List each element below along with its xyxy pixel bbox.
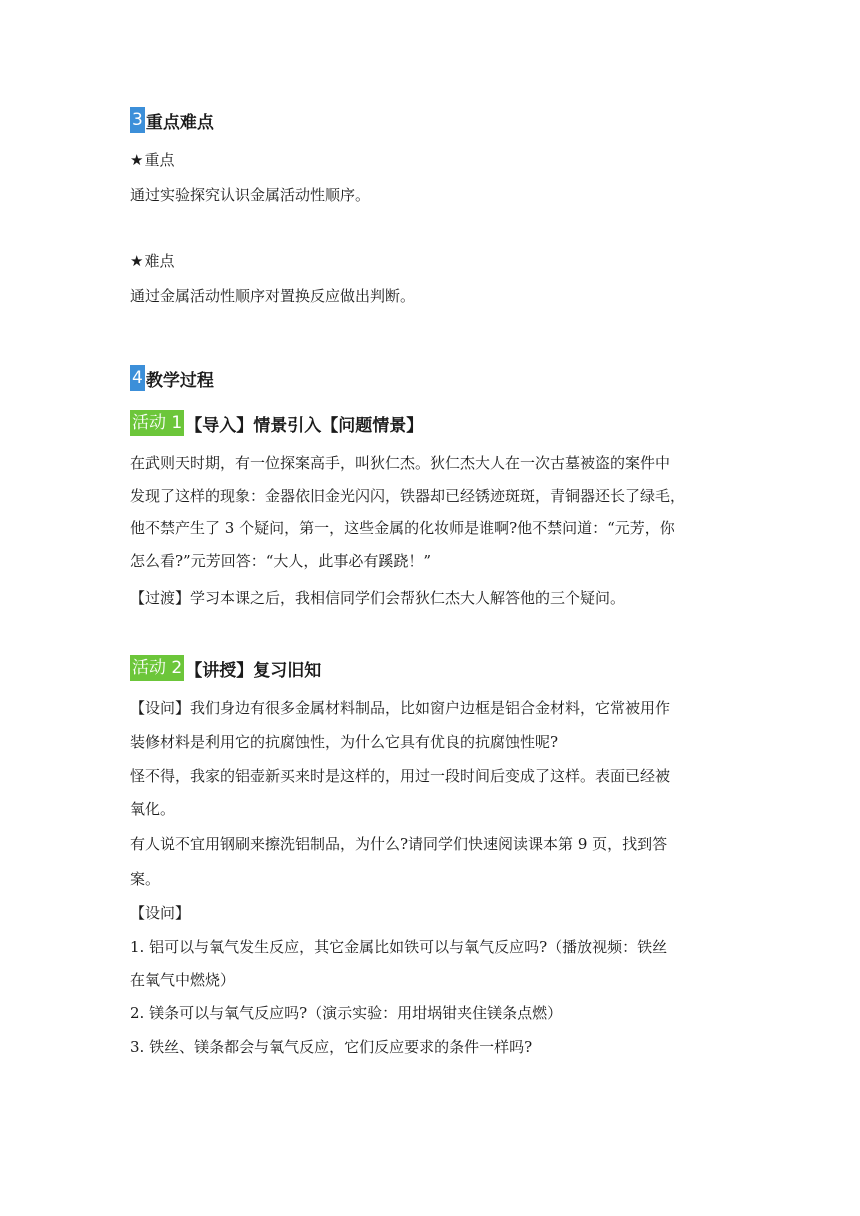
difficulty-text: 通过金属活动性顺序对置换反应做出判断。 <box>130 287 416 305</box>
activity-1-line: 发现了这样的现象：金器依旧金光闪闪，铁器却已经锈迹斑斑，青铜器还长了绿毛， <box>130 487 686 505</box>
activity-2-badge: 活动 2 <box>130 655 184 681</box>
activity-2-line: 案。 <box>130 870 161 888</box>
key-point-label-line <box>130 150 174 170</box>
activity-2-line: 1. 铝可以与氧气发生反应，其它金属比如铁可以与氧气反应吗?（播放视频：铁丝 <box>130 938 668 956</box>
activity-1-transition: 【过渡】学习本课之后，我相信同学们会帮狄仁杰大人解答他的三个疑问。 <box>130 589 626 607</box>
activity-2-line: 2. 镁条可以与氧气反应吗?（演示实验：用坩埚钳夹住镁条点燃） <box>130 1004 563 1022</box>
key-point-text: 通过实验探究认识金属活动性顺序。 <box>130 186 371 204</box>
section-3-number: 3 <box>130 107 145 133</box>
difficulty-label: 难点 <box>144 252 175 270</box>
activity-2-line: 在氧气中燃烧） <box>130 971 236 989</box>
activity-2-line: 有人说不宜用钢刷来擦洗铝制品，为什么?请同学们快速阅读课本第 9 页，找到答 <box>130 835 668 853</box>
difficulty-label-line <box>130 251 174 271</box>
section-4-heading <box>130 364 214 392</box>
section-3-heading <box>130 106 214 134</box>
star-icon: ★ <box>130 151 144 169</box>
activity-2-line: 3. 铁丝、镁条都会与氧气反应，它们反应要求的条件一样吗? <box>130 1038 533 1056</box>
activity-2-line: 【设问】 <box>130 904 191 922</box>
activity-2-heading <box>130 654 321 682</box>
activity-1-line: 他不禁产生了 3 个疑问，第一，这些金属的化妆师是谁啊?他不禁问道：“元芳，你 <box>130 519 675 537</box>
section-4-number: 4 <box>130 365 145 391</box>
activity-1-line: 怎么看?”元芳回答：“大人，此事必有蹊跷！” <box>130 552 432 570</box>
activity-1-heading <box>130 409 423 437</box>
activity-1-badge: 活动 1 <box>130 410 184 436</box>
activity-1-title: 【导入】情景引入【问题情景】 <box>185 415 424 436</box>
activity-1-line: 在武则天时期，有一位探案高手，叫狄仁杰。狄仁杰大人在一次古墓被盗的案件中 <box>130 454 671 472</box>
activity-2-line: 氧化。 <box>130 800 176 818</box>
star-icon: ★ <box>130 252 144 270</box>
activity-2-line: 怪不得，我家的铝壶新买来时是这样的，用过一段时间后变成了这样。表面已经被 <box>130 767 671 785</box>
activity-2-line: 【设问】我们身边有很多金属材料制品，比如窗户边框是铝合金材料，它常被用作 <box>130 699 671 717</box>
section-3-title: 重点难点 <box>145 112 214 133</box>
section-4-title: 教学过程 <box>145 370 214 391</box>
activity-2-title: 【讲授】复习旧知 <box>185 660 322 681</box>
key-point-label: 重点 <box>144 151 175 169</box>
activity-2-line: 装修材料是利用它的抗腐蚀性，为什么它具有优良的抗腐蚀性呢? <box>130 733 559 751</box>
